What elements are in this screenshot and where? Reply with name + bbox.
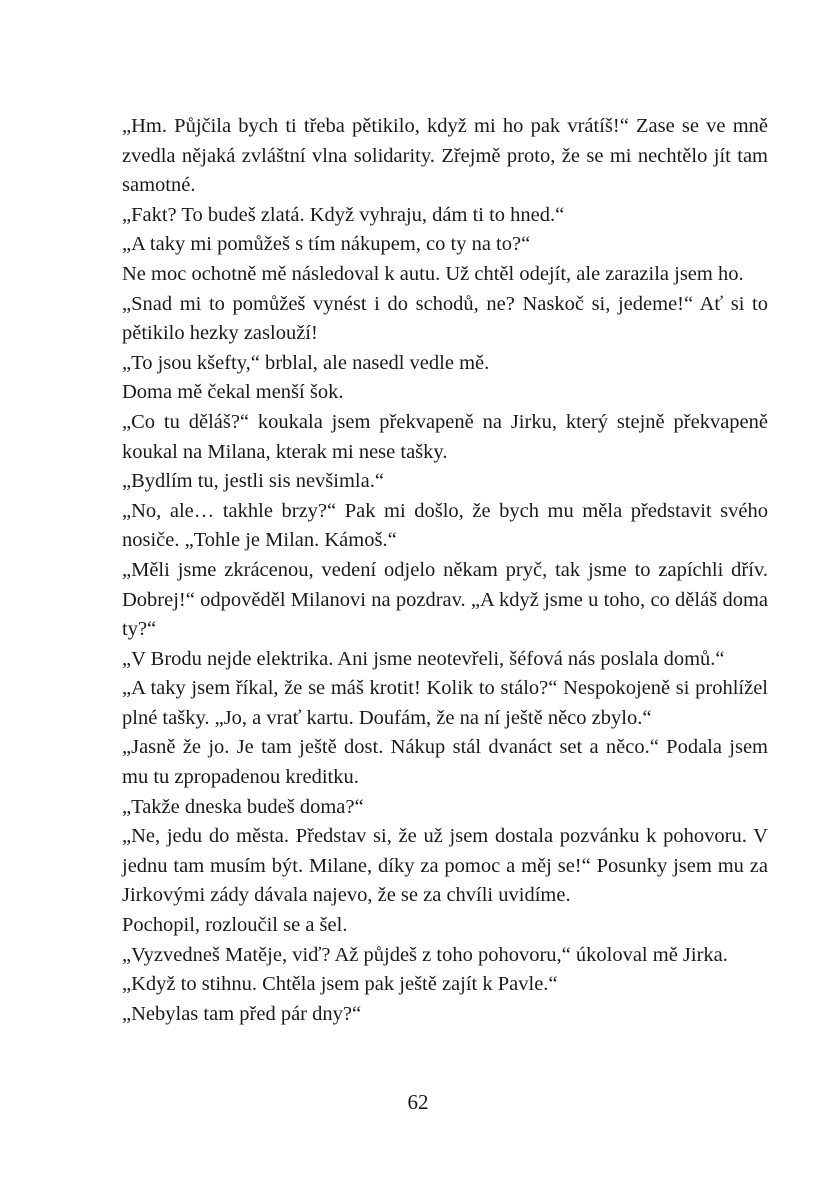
paragraph: „Fakt? To budeš zlatá. Když vyhraju, dám ti to hned.“ xyxy=(122,203,565,226)
paragraph: „Když to stihnu. Chtěla jsem pak ještě zajít k Pavle.“ xyxy=(122,973,558,996)
paragraph: Doma mě čekal menší šok. xyxy=(122,381,344,404)
paragraph: „Co tu děláš?“ koukala jsem překvapeně na Jirku, který stejně překvapeně koukal na Milana, kterak mi nese tašky. xyxy=(122,410,768,463)
paragraph: „V Brodu nejde elektrika. Ani jsme neotevřeli, šéfová nás poslala domů.“ xyxy=(122,647,725,670)
paragraph: „No, ale… takhle brzy?“ Pak mi došlo, že bych mu měla představit svého nosiče. „Tohle je Milan. Kámoš.“ xyxy=(122,499,768,552)
paragraph: „Měli jsme zkrácenou, vedení odjelo někam pryč, tak jsme to zapíchli dřív. Dobrej!“ odpověděl Milanovi na pozdrav. „A když jsme u toho, co děláš doma ty?“ xyxy=(122,558,768,641)
paragraph: „Takže dneska budeš doma?“ xyxy=(122,795,364,818)
paragraph: „Hm. Půjčila bych ti třeba pětikilo, když mi ho pak vrátíš!“ Zase se ve mně zvedla nějaká zvláštní vlna solidarity. Zřejmě proto, že se mi nechtělo jít tam samotné. xyxy=(122,115,768,197)
paragraph: „A taky jsem říkal, že se máš krotit! Kolik to stálo?“ Nespokojeně si prohlížel plné tašky. „Jo, a vrať kartu. Doufám, že na ní ještě něco zbylo.“ xyxy=(122,677,768,729)
paragraph: „Snad mi to pomůžeš vynést i do schodů, ne? Naskoč si, jedeme!“ Ať si to pětikilo hezky zaslouží! xyxy=(122,292,768,345)
paragraph: „Bydlím tu, jestli sis nevšimla.“ xyxy=(122,470,384,493)
paragraph: „A taky mi pomůžeš s tím nákupem, co ty na to?“ xyxy=(122,233,531,256)
paragraph: „Vyzvedneš Matěje, viď? Až půjdeš z toho pohovoru,“ úkoloval mě Jirka. xyxy=(122,943,728,966)
page-number: 62 xyxy=(407,1090,429,1114)
paragraph: „Jasně že jo. Je tam ještě dost. Nákup stál dvanáct set a něco.“ Podala jsem mu tu zpropadenou kreditku. xyxy=(122,736,768,789)
paragraph: „Ne, jedu do města. Představ si, že už jsem dostala pozvánku k pohovoru. V jednu tam musím být. Milane, díky za pomoc a měj se!“ Posunky jsem mu za Jirkovými zády dávala najevo, že se za chvíli uvidíme. xyxy=(122,825,768,907)
paragraph: Pochopil, rozloučil se a šel. xyxy=(122,914,348,937)
page-body-text xyxy=(122,112,768,1029)
paragraph: Ne moc ochotně mě následoval k autu. Už chtěl odejít, ale zarazila jsem ho. xyxy=(122,262,744,285)
paragraph: „To jsou kšefty,“ brblal, ale nasedl vedle mě. xyxy=(122,351,490,374)
paragraph: „Nebylas tam před pár dny?“ xyxy=(122,1002,362,1025)
